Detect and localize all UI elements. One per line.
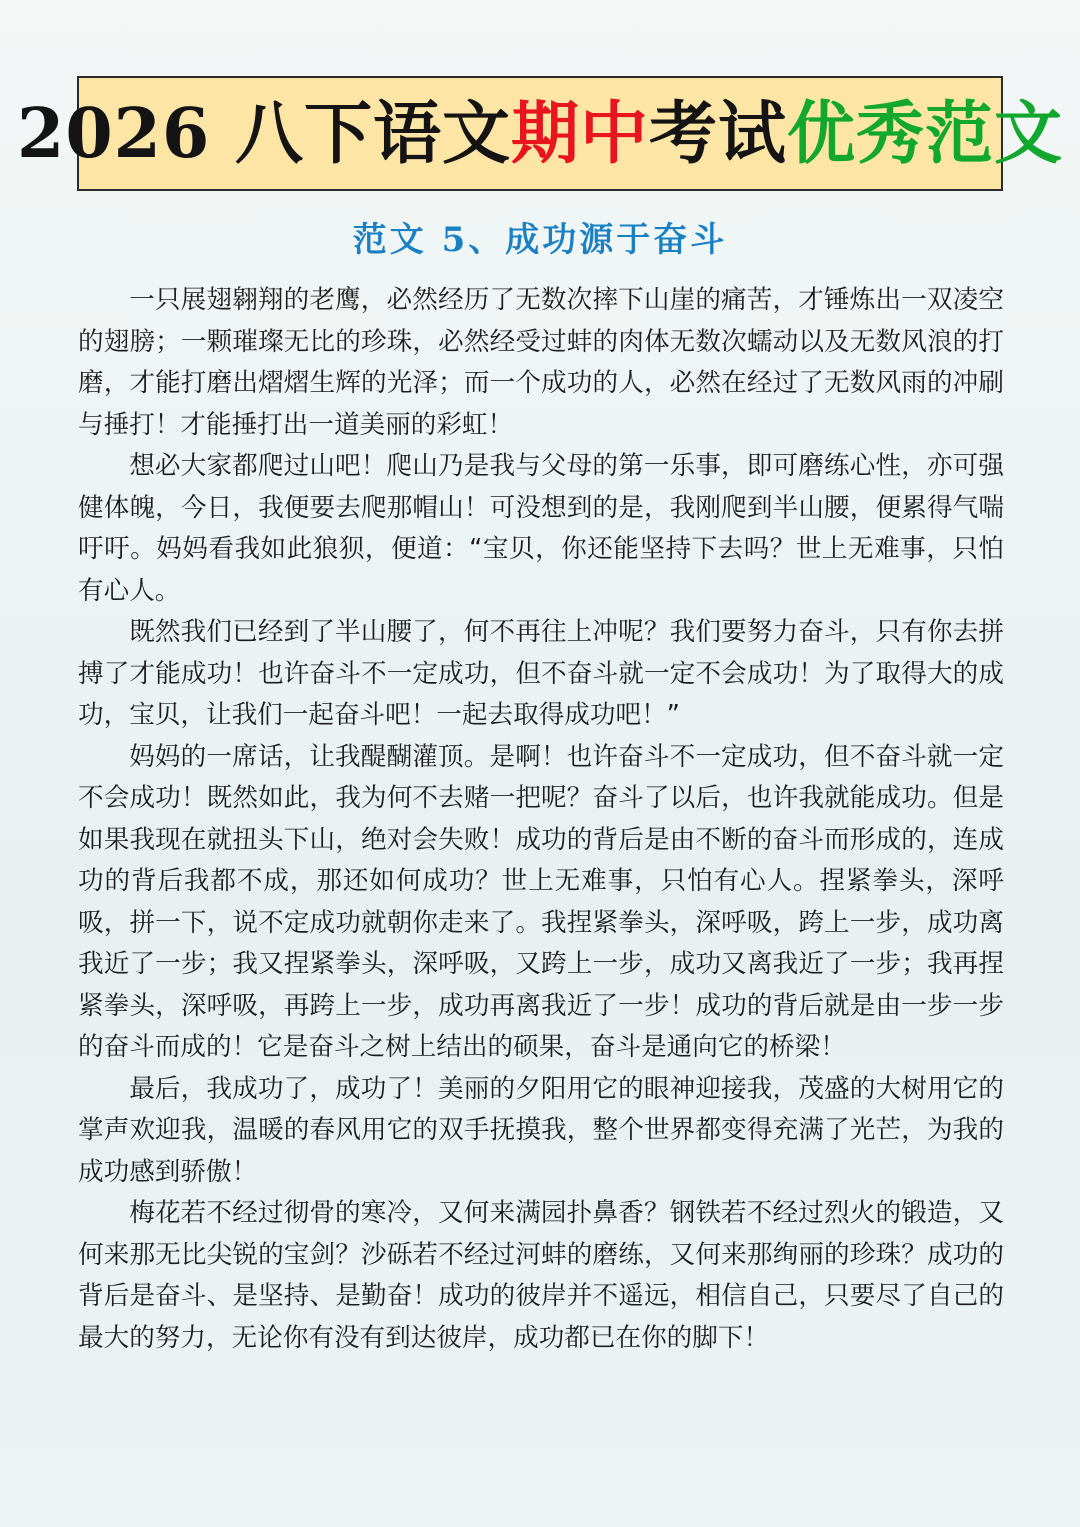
page-title-banner: [17, 76, 1063, 191]
essay-paragraph-1: 一只展翅翱翔的老鹰，必然经历了无数次摔下山崖的痛苦，才锤炼出一双凌空的翅膀；一颗璀璨无比的珍珠，必然经受过蚌的肉体无数次蠕动以及无数风浪的打磨，才能打磨出熠熠生辉的光泽；而一个成功的人，必然在经过了无数风雨的冲刷与捶打！才能捶打出一道美丽的彩虹！: [78, 285, 1004, 440]
essay-paragraph-6: 梅花若不经过彻骨的寒冷，又何来满园扑鼻香？钢铁若不经过烈火的锻造，又何来那无比尖锐的宝剑？沙砾若不经过河蚌的磨练，又何来那绚丽的珍珠？成功的背后是奋斗、是坚持、是勤奋！成功的彼岸并不遥远，相信自己，只要尽了自己的最大的努力，无论你有没有到达彼岸，成功都已在你的脚下！: [78, 1198, 1004, 1353]
essay-body: [78, 280, 1004, 1359]
title-text-excellent-essay: 优秀范文: [786, 93, 1063, 174]
essay-paragraph-4: 妈妈的一席话，让我醍醐灌顶。是啊！也许奋斗不一定成功，但不奋斗就一定不会成功！既然如此，我为何不去赌一把呢？奋斗了以后，也许我就能成功。但是如果我现在就扭头下山，绝对会失败！成功的背后是由不断的奋斗而形成的，连成功的背后我都不成，那还如何成功？世上无难事，只怕有心人。捏紧拳头，深呼吸，拼一下，说不定成功就朝你走来了。我捏紧拳头，深呼吸，跨上一步，成功离我近了一步；我又捏紧拳头，深呼吸，又跨上一步，成功又离我近了一步；我再捏紧拳头，深呼吸，再跨上一步，成功再离我近了一步！成功的背后就是由一步一步的奋斗而成的！它是奋斗之树上结出的硕果，奋斗是通向它的桥梁！: [78, 741, 1004, 1062]
title-text-grade: 2026 八下语文: [17, 93, 511, 174]
essay-paragraph-2: 想必大家都爬过山吧！爬山乃是我与父母的第一乐事，即可磨练心性，亦可强健体魄，今日，我便要去爬那帽山！可没想到的是，我刚爬到半山腰，便累得气喘吁吁。妈妈看我如此狼狈，便道：“宝贝，你还能坚持下去吗？世上无难事，只怕有心人。: [78, 451, 1004, 606]
essay-paragraph-5: 最后，我成功了，成功了！美丽的夕阳用它的眼神迎接我，茂盛的大树用它的掌声欢迎我，温暖的春风用它的双手抚摸我，整个世界都变得充满了光芒，为我的成功感到骄傲！: [78, 1073, 1004, 1187]
essay-title: 范文 5、成功源于奋斗: [352, 220, 728, 260]
title-text-exam: 考试: [648, 93, 787, 174]
title-text-midterm: 期中: [510, 93, 649, 174]
essay-paragraph-3: 既然我们已经到了半山腰了，何不再往上冲呢？我们要努力奋斗，只有你去拼搏了才能成功！也许奋斗不一定成功，但不奋斗就一定不会成功！为了取得大的成功，宝贝，让我们一起奋斗吧！一起去取得成功吧！”: [78, 617, 1004, 730]
